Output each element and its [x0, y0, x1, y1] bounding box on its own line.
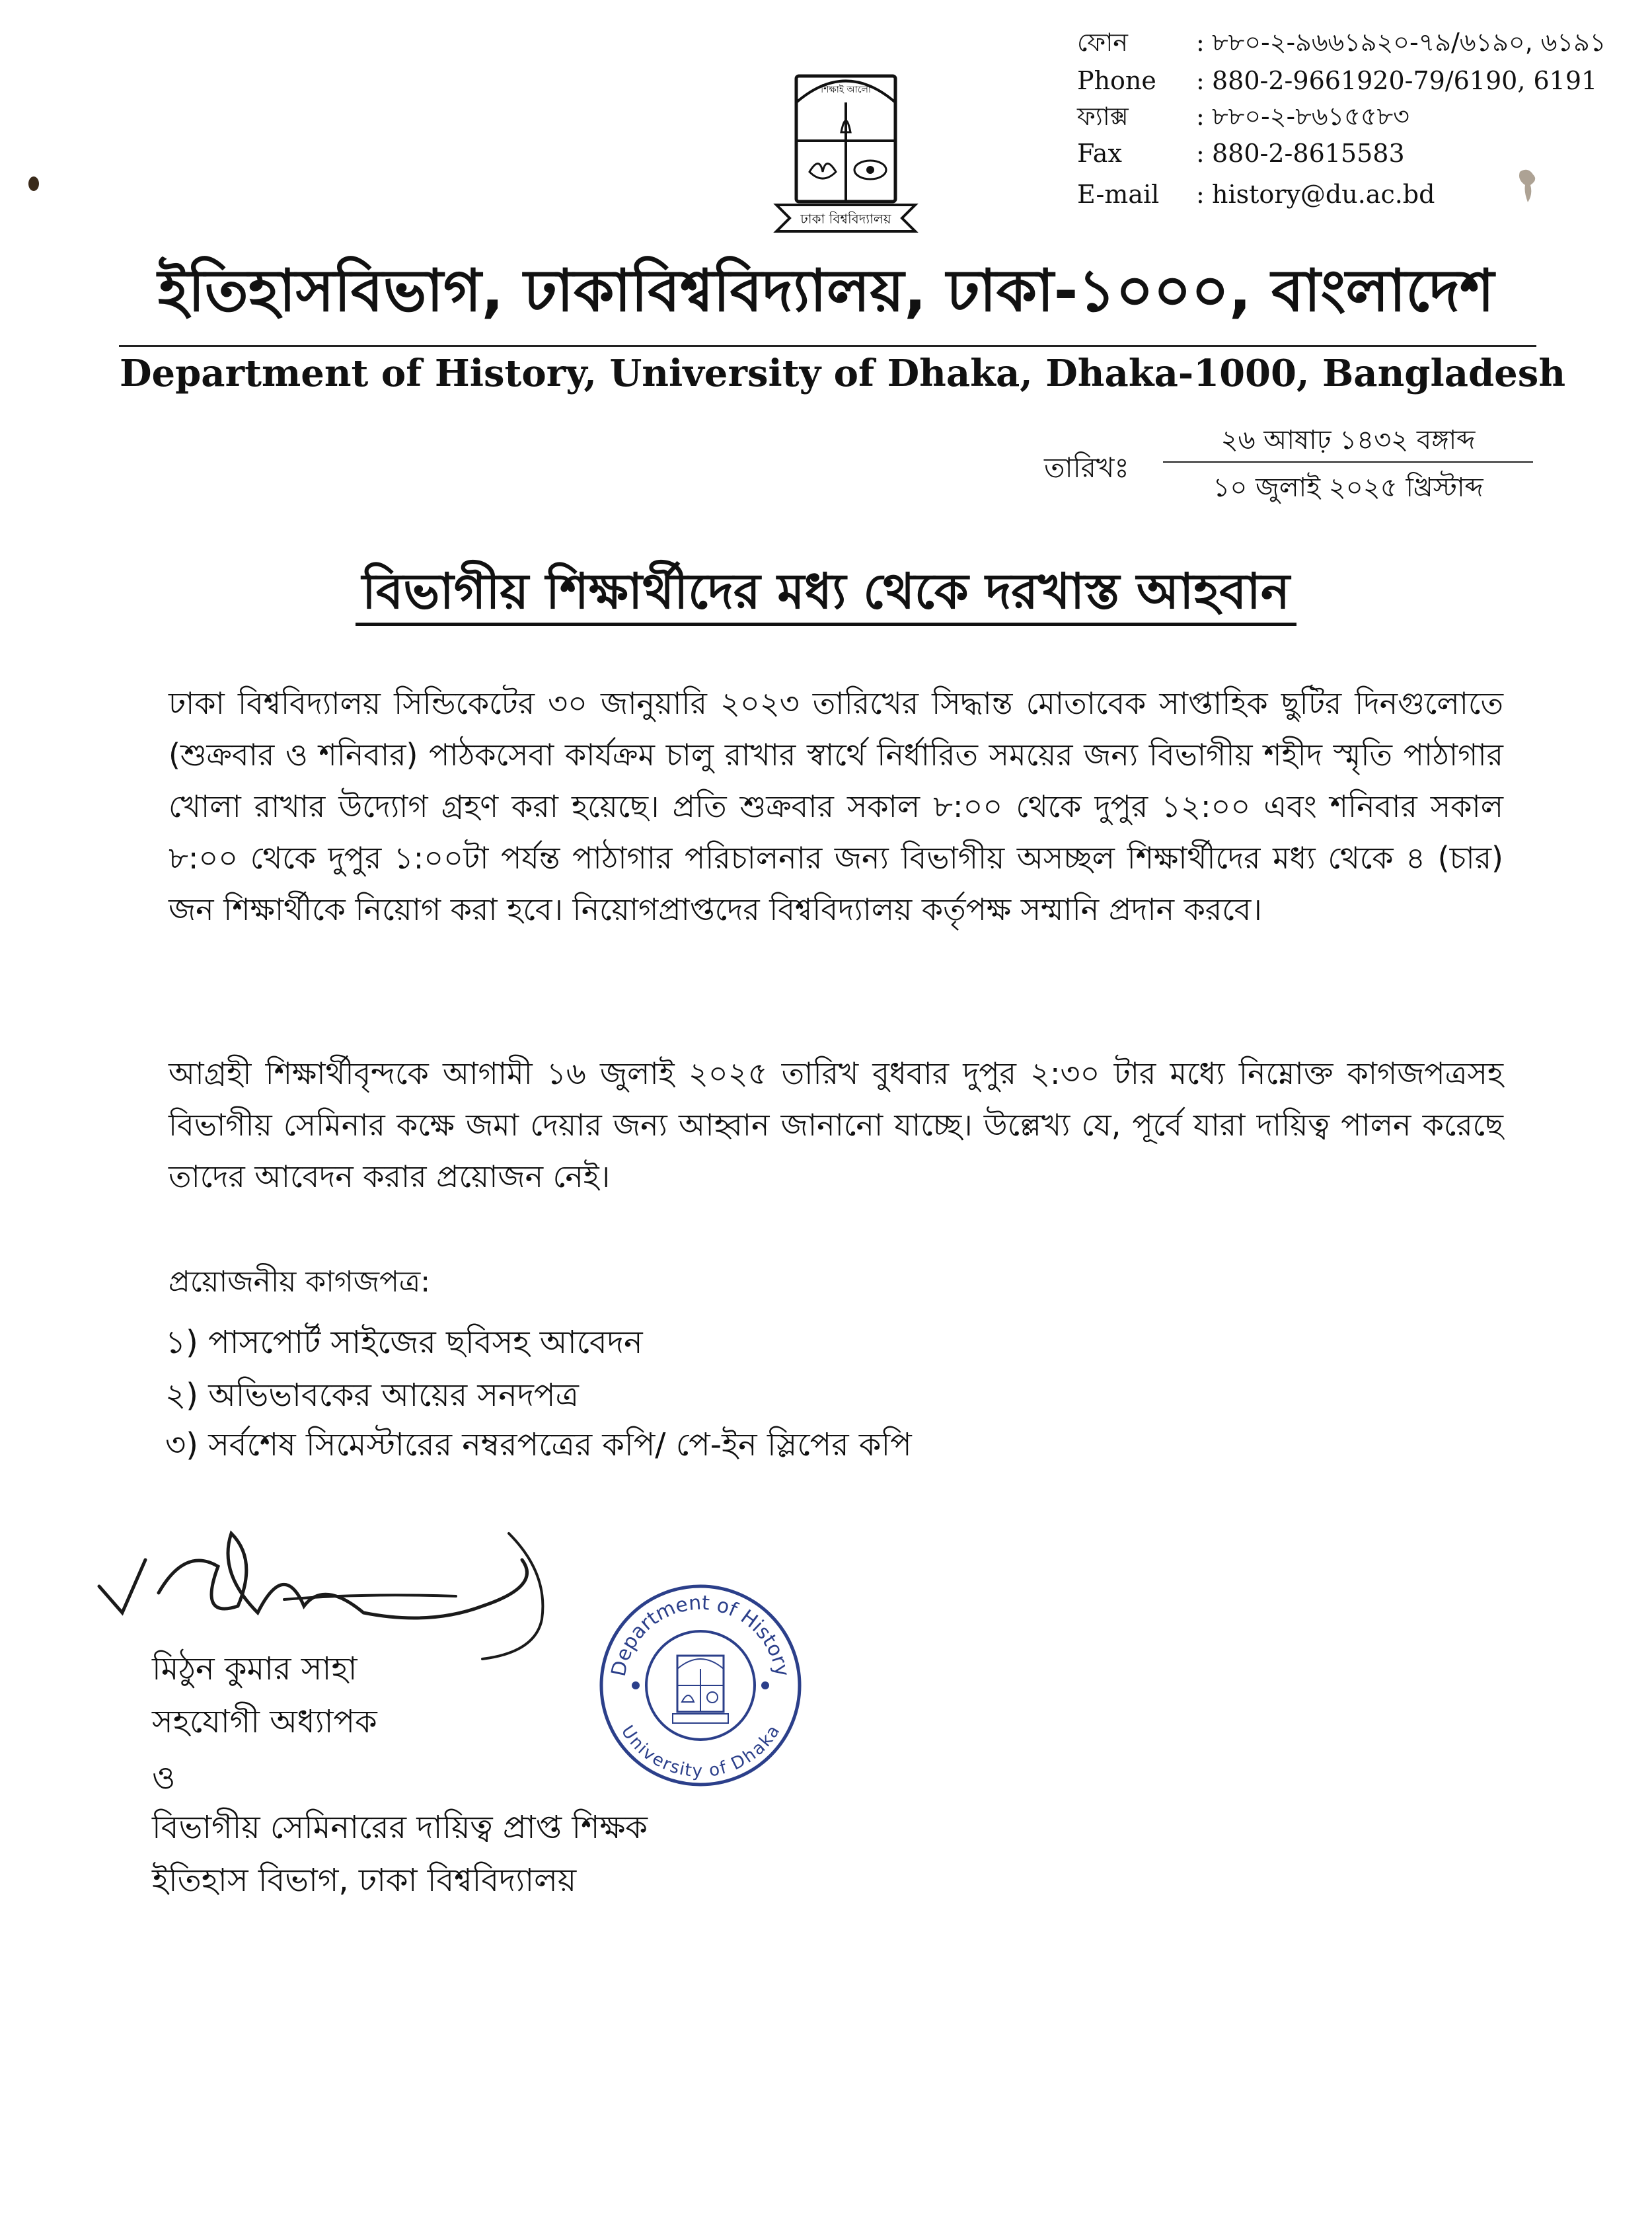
notice-paragraph-1: ঢাকা বিশ্ববিদ্যালয় সিন্ডিকেটের ৩০ জানুয়ারি ২০২৩ তারিখের সিদ্ধান্ত মোতাবেক সাপ্তাহিক ছুটির দিনগুলোতে (শুক্রবার ও শনিবার) পাঠকসেবা কার্যক্রম চালু রাখার স্বার্থে নির্ধারিত সময়ের জন্য বিভাগীয় শহীদ স্মৃতি পাঠাগার খোলা রাখার উদ্যোগ গ্রহণ করা হয়েছে। প্রতি শুক্রবার সকাল ৮:০০ থেকে দুপুর ১২:০০ এবং শনিবার সকাল ৮:০০ থেকে দুপুর ১:০০টা পর্যন্ত পাঠাগার পরিচালনার জন্য বিভাগীয় অসচ্ছল শিক্ষার্থীদের মধ্য থেকে ৪ (চার) জন শিক্ষার্থীকে নিয়োগ করা হবে। নিয়োগপ্রাপ্তদের বিশ্ববিদ্যালয় কর্তৃপক্ষ সম্মানি প্রদান করবে। [169, 685, 1503, 927]
contact-row-fax-bn [1077, 99, 1409, 134]
notice-paragraph-2: আগ্রহী শিক্ষার্থীবৃন্দকে আগামী ১৬ জুলাই ২০২৫ তারিখ বুধবার দুপুর ২:৩০ টার মধ্যে নিম্নোক্ত কাগজপত্রসহ বিভাগীয় সেমিনার কক্ষে জমা দেয়ার জন্য আহ্বান জানানো যাচ্ছে। উল্লেখ্য যে, পূর্বে যারা দায়িত্ব পালন করেছে তাদের আবেদন করার প্রয়োজন নেই। [169, 1056, 1503, 1194]
contact-value: 880-2-9661920-79/6190, 6191 [1212, 66, 1598, 95]
notice-title [0, 558, 1652, 625]
contact-label: Fax [1077, 139, 1122, 168]
contact-separator: : [1196, 180, 1205, 209]
contact-row-fax [1077, 136, 1405, 171]
contact-separator: : [1196, 139, 1205, 168]
contact-value: history@du.ac.bd [1212, 180, 1435, 209]
contact-value: ৮৮০-২-৯৬৬১৯২০-৭৯/৬১৯০, ৬১৯১ [1212, 28, 1606, 57]
letterhead-title-bangla: ইতিহাসবিভাগ, ঢাকাবিশ্ববিদ্যালয়, ঢাকা-১০০০, বাংলাদেশ [157, 256, 1495, 325]
signatory-name: মিঠুন কুমার সাহা [152, 1650, 357, 1687]
date-label: তারিখঃ [1044, 451, 1129, 484]
seal-logo-icon [673, 1656, 728, 1723]
contact-label: E-mail [1077, 180, 1160, 209]
contact-separator: : [1196, 28, 1205, 57]
contact-row-phone-bn [1077, 25, 1606, 59]
letterhead-title-english: Department of History, University of Dhaka, Dhaka-1000, Bangladesh [119, 352, 1566, 395]
document-list-item: ২) অভিভাবকের আয়ের সনদপত্র [165, 1377, 579, 1414]
document-list-item: ৩) সর্বশেষ সিমেস্টারের নম্বরপত্রের কপি/ পে-ইন স্লিপের কপি [165, 1426, 912, 1463]
contact-row-email [1077, 177, 1435, 212]
signatory-department: ইতিহাস বিভাগ, ঢাকা বিশ্ববিদ্যালয় [152, 1862, 577, 1899]
contact-value: 880-2-8615583 [1212, 139, 1405, 168]
contact-value: ৮৮০-২-৮৬১৫৫৮৩ [1212, 102, 1409, 131]
department-seal [595, 1580, 806, 1791]
contact-row-phone [1077, 63, 1597, 98]
contact-separator: : [1196, 66, 1205, 95]
date-divider [1163, 461, 1533, 463]
notice-title-text: বিভাগীয় শিক্ষার্থীদের মধ্য থেকে দরখাস্ত আহবান [356, 563, 1296, 626]
contact-label: ফ্যাক্স [1077, 102, 1129, 131]
logo-banner-text: ঢাকা বিশ্ববিদ্যালয় [800, 211, 891, 227]
documents-heading: প্রয়োজনীয় কাগজপত্র: [169, 1265, 431, 1299]
seal-bottom-text: University of Dhaka [617, 1722, 784, 1782]
document-list-item: ১) পাসপোর্ট সাইজের ছবিসহ আবেদন [165, 1324, 643, 1361]
signatory-conjunction: ও [152, 1759, 176, 1796]
contact-label: Phone [1077, 66, 1156, 95]
date-gregorian: ১০ জুলাই ২০২৫ খ্রিস্টাব্দ [1213, 473, 1483, 503]
signatory-role: বিভাগীয় সেমিনারের দায়িত্ব প্রাপ্ত শিক্ষক [152, 1809, 648, 1846]
seal-top-text: Department of History [607, 1591, 794, 1679]
date-bangla-calendar: ২৬ আষাঢ় ১৪৩২ বঙ্গাব্দ [1220, 425, 1476, 455]
ink-spot-mark [26, 175, 41, 192]
logo-arch-text: শিক্ষাই আলো [821, 85, 871, 95]
university-logo [770, 63, 922, 241]
signatory-designation: সহযোগী অধ্যাপক [152, 1703, 377, 1740]
contact-label: ফোন [1077, 28, 1128, 57]
ink-smudge-mark [1513, 165, 1542, 205]
contact-separator: : [1196, 102, 1205, 131]
